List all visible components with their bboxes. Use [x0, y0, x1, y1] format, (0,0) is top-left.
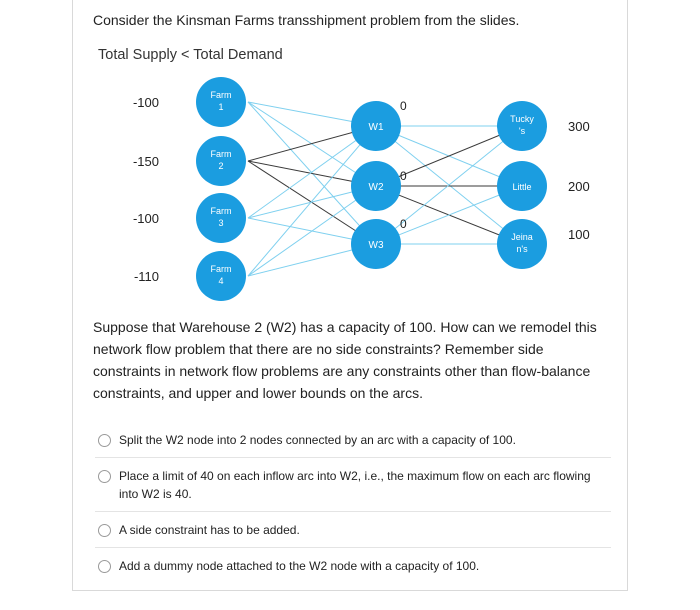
farm1-number: 1 [218, 102, 224, 112]
answer-option-1[interactable] [95, 422, 611, 458]
farm2-supply: -150 [132, 154, 159, 169]
farm-node-2 [196, 136, 246, 186]
answer-option-3[interactable] [95, 512, 611, 548]
warehouse-node-w1 [351, 101, 401, 151]
tuckys-label-2: 's [518, 126, 526, 136]
w1-value: 0 [400, 99, 407, 113]
little-demand: 200 [568, 179, 590, 194]
network-diagram [88, 36, 623, 306]
farm3-number: 3 [218, 218, 224, 228]
warehouse-node-w2 [351, 161, 401, 211]
warehouse-node-w3 [351, 219, 401, 269]
w3-label: W3 [368, 240, 384, 251]
answer-option-4[interactable] [95, 548, 611, 583]
farm-node-1 [196, 77, 246, 127]
farm-node-4 [196, 251, 246, 301]
farm4-label: Farm [210, 264, 232, 274]
radio-button[interactable] [98, 524, 111, 537]
jeinans-label-2: n's [516, 244, 528, 254]
farm1-label: Farm [210, 90, 232, 100]
farm4-supply: -110 [133, 269, 159, 284]
jeinans-demand: 100 [568, 227, 590, 242]
figure-caption: Total Supply < Total Demand [98, 47, 283, 63]
radio-button[interactable] [98, 470, 111, 483]
farm-node-3 [196, 193, 246, 243]
radio-button[interactable] [98, 434, 111, 447]
tuckys-demand: 300 [568, 119, 590, 134]
answer-option-2[interactable] [95, 458, 611, 512]
w1-label: W1 [368, 122, 384, 133]
w2-value: 0 [400, 169, 407, 183]
question-text: Suppose that Warehouse 2 (W2) has a capacity of 100. How can we remodel this network flow problem that there are no side constraints? Remember side constraints in network flow problems are any constraints other than flow-balance constraints, and upper and lower bounds on the arcs. [93, 319, 597, 401]
customer-node-jeinans [497, 219, 547, 269]
answer-option-2-label: Place a limit of 40 on each inflow arc into W2, i.e., the maximum flow on each arc flowing into W2 is 40. [119, 469, 591, 501]
tuckys-label: Tucky [510, 114, 534, 124]
farm2-label: Farm [210, 149, 232, 159]
question-title: Consider the Kinsman Farms transshipment problem from the slides. [93, 12, 520, 28]
farm3-supply: -100 [132, 211, 159, 226]
network-figure [88, 36, 623, 306]
w3-value: 0 [400, 217, 407, 231]
w2-label: W2 [368, 182, 384, 193]
little-label: Little [512, 182, 532, 192]
farm2-number: 2 [218, 161, 224, 171]
answer-option-3-label: A side constraint has to be added. [119, 523, 300, 537]
customer-node-tuckys [497, 101, 547, 151]
customer-node-little [497, 161, 547, 211]
question-card [72, 0, 628, 591]
farm3-label: Farm [210, 206, 232, 216]
farm1-supply: -100 [132, 95, 159, 110]
radio-button[interactable] [98, 560, 111, 573]
answer-option-4-label: Add a dummy node attached to the W2 node with a capacity of 100. [119, 559, 480, 573]
jeinans-label: Jeina [511, 232, 533, 242]
farm4-number: 4 [218, 276, 224, 286]
answer-option-1-label: Split the W2 node into 2 nodes connected by an arc with a capacity of 100. [119, 433, 516, 447]
answer-options [95, 422, 611, 583]
